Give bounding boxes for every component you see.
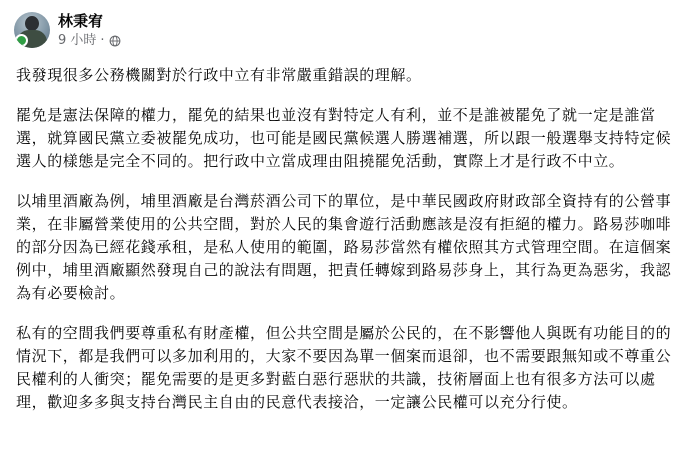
avatar-head <box>25 16 39 31</box>
avatar[interactable] <box>14 12 50 48</box>
post-content <box>16 64 676 414</box>
globe-icon[interactable] <box>109 35 121 47</box>
post-subline <box>58 33 121 49</box>
post-paragraph-1: 我發現很多公務機關對於行政中立有非常嚴重錯誤的理解。 <box>16 66 422 84</box>
separator-dot: · <box>100 32 105 48</box>
post-paragraph-4: 私有的空間我們要尊重私有財產權，但公共空間是屬於公民的，在不影響他人與既有功能目的的情況下，都是我們可以多加利用的，大家不要因為單一個案而退卻，也不需要跟無知或不尊重公民權利的人衝突；罷免需要的是更多對藍白惡行惡狀的共識，技術層面上也有很多方法可以處理，歡迎多多與支持台灣民主自由的民意代表接洽，一定讓公民權可以充分行使。 <box>16 324 672 411</box>
post-paragraph-2: 罷免是憲法保障的權力，罷免的結果也並沒有對特定人有利，並不是誰被罷免了就一定是誰當選，就算國民黨立委被罷免成功，也可能是國民黨候選人勝選補選，所以跟一般選舉支持特定候選人的樣態是完全不同的。把行政中立當成理由阻撓罷免活動，實際上才是行政不中立。 <box>16 106 672 170</box>
post-header <box>16 8 673 52</box>
online-status-icon <box>15 34 28 47</box>
post-time[interactable]: 9 小時 <box>58 32 97 48</box>
author-name[interactable]: 林秉宥 <box>58 11 104 30</box>
post-meta <box>58 12 121 49</box>
post-paragraph-3: 以埔里酒廠為例，埔里酒廠是台灣菸酒公司下的單位，是中華民國政府財政部全資持有的公營事業，在非屬營業使用的公共空間，對於人民的集會遊行活動應該是沒有拒絕的權力。路易莎咖啡的部分因為已經花錢承租，是私人使用的範圍，路易莎當然有權依照其方式管理空間。在這個案例中，埔里酒廠顯然發現自己的說法有問題，把責任轉嫁到路易莎身上，其行為更為惡劣，我認為有必要檢討。 <box>16 192 672 302</box>
